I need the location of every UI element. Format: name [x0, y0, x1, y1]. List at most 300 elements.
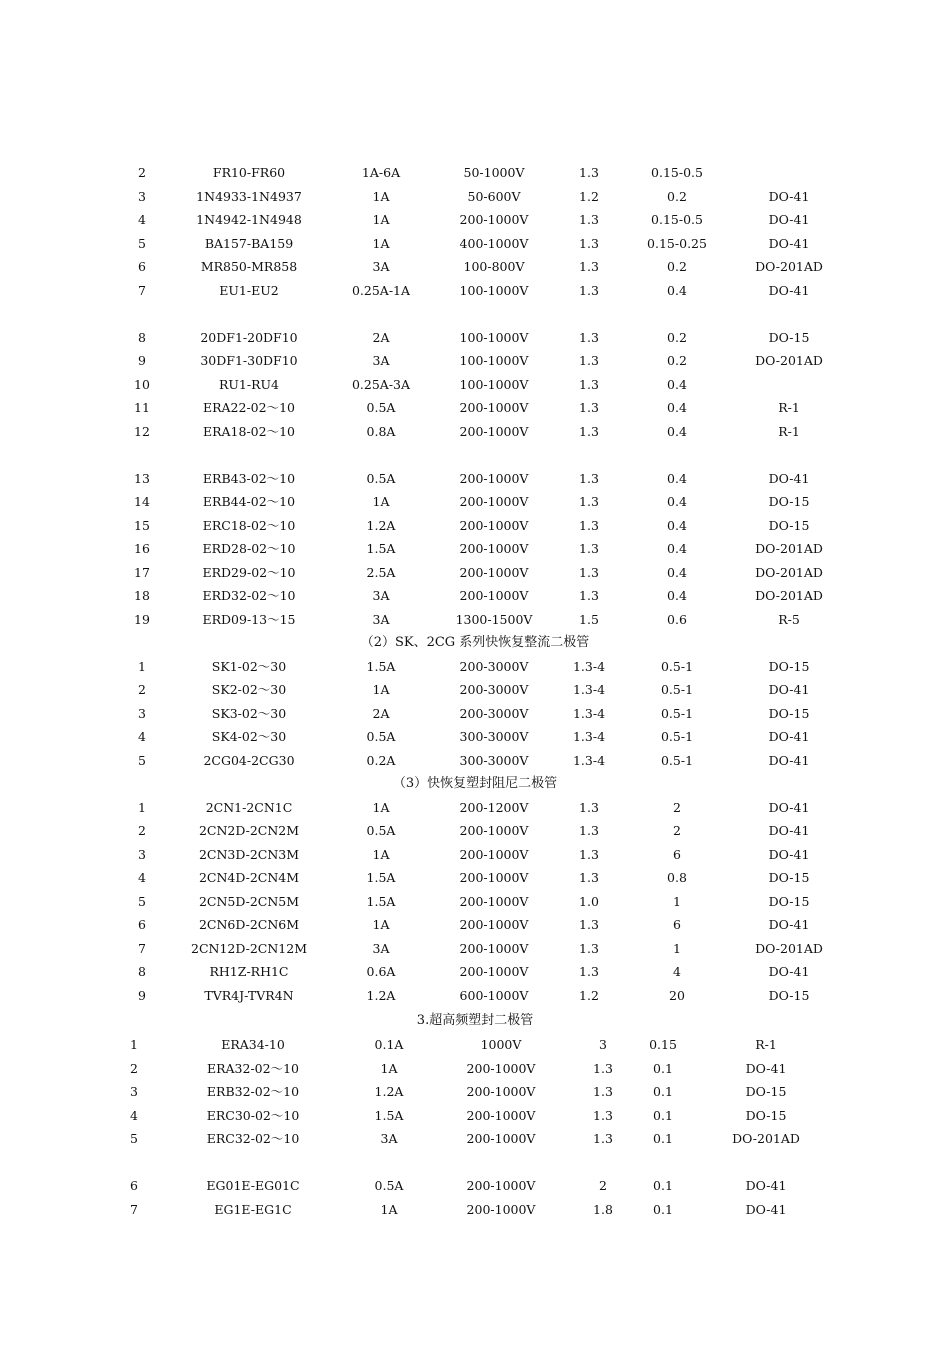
table-row	[0, 161, 950, 184]
cell-forward-voltage: 1.3	[579, 330, 599, 345]
cell-model: 20DF1-20DF10	[200, 330, 298, 345]
cell-voltage: 200-1000V	[466, 1061, 536, 1076]
cell-voltage: 200-1000V	[459, 847, 529, 862]
cell-forward-voltage: 1.3	[579, 518, 599, 533]
cell-model: ERB43-02～10	[202, 471, 296, 486]
cell-row-number: 14	[134, 494, 150, 509]
cell-model: EG1E-EG1C	[214, 1202, 292, 1217]
cell-current: 0.5A	[374, 1178, 404, 1193]
cell-current: 0.1A	[374, 1037, 404, 1052]
cell-recovery-time: 1	[673, 894, 681, 909]
cell-row-number: 11	[134, 400, 150, 415]
cell-model: ERD09-13～15	[202, 612, 296, 627]
table-row	[0, 185, 950, 208]
cell-recovery-time: 0.5-1	[660, 753, 694, 768]
table-row	[0, 702, 950, 725]
table-row	[0, 373, 950, 396]
cell-model: 2CG04-2CG30	[203, 753, 295, 768]
cell-recovery-time: 0.4	[667, 400, 687, 415]
cell-recovery-time: 0.1	[653, 1202, 673, 1217]
cell-recovery-time: 0.6	[667, 612, 687, 627]
cell-voltage: 200-1000V	[459, 870, 529, 885]
cell-voltage: 100-1000V	[459, 330, 529, 345]
cell-model: ERA34-10	[221, 1037, 285, 1052]
cell-row-number: 1	[138, 659, 146, 674]
cell-forward-voltage: 1.3	[579, 847, 599, 862]
cell-package: DO-201AD	[755, 541, 823, 556]
cell-package: R-1	[778, 400, 800, 415]
cell-model: 2CN4D-2CN4M	[198, 870, 300, 885]
cell-voltage: 200-3000V	[459, 659, 529, 674]
cell-model: SK1-02～30	[211, 659, 287, 674]
cell-model: 1N4933-1N4937	[196, 189, 302, 204]
cell-row-number: 9	[138, 353, 146, 368]
cell-forward-voltage: 1.8	[593, 1202, 613, 1217]
cell-forward-voltage: 1.3	[579, 471, 599, 486]
cell-model: ERC30-02～10	[206, 1108, 300, 1123]
cell-voltage: 300-3000V	[459, 753, 529, 768]
cell-row-number: 7	[130, 1202, 138, 1217]
cell-current: 3A	[380, 1131, 398, 1146]
cell-model: FR10-FR60	[212, 165, 286, 180]
cell-voltage: 200-1000V	[459, 494, 529, 509]
cell-forward-voltage: 1.3-4	[572, 659, 606, 674]
cell-forward-voltage: 1.3-4	[572, 729, 606, 744]
cell-package: DO-15	[768, 659, 810, 674]
cell-recovery-time: 0.4	[667, 471, 687, 486]
cell-voltage: 100-800V	[463, 259, 525, 274]
cell-package: DO-201AD	[755, 565, 823, 580]
cell-current: 3A	[372, 259, 390, 274]
cell-model: EG01E-EG01C	[206, 1178, 300, 1193]
cell-current: 1.2A	[366, 518, 396, 533]
table-row	[0, 584, 950, 607]
cell-model: 2CN6D-2CN6M	[198, 917, 300, 932]
cell-current: 1A	[372, 682, 390, 697]
cell-model: BA157-BA159	[204, 236, 294, 251]
cell-current: 1A	[372, 494, 390, 509]
cell-model: MR850-MR858	[200, 259, 298, 274]
cell-package: DO-15	[768, 518, 810, 533]
cell-recovery-time: 0.4	[667, 283, 687, 298]
cell-package: DO-201AD	[732, 1131, 800, 1146]
cell-current: 1A	[372, 236, 390, 251]
cell-forward-voltage: 1.3	[579, 494, 599, 509]
cell-package: DO-41	[768, 471, 810, 486]
cell-row-number: 8	[138, 964, 146, 979]
cell-voltage: 100-1000V	[459, 377, 529, 392]
table-row	[0, 1127, 950, 1150]
cell-voltage: 100-1000V	[459, 353, 529, 368]
cell-package: DO-41	[768, 800, 810, 815]
cell-forward-voltage: 1.2	[579, 988, 599, 1003]
cell-current: 2A	[372, 330, 390, 345]
cell-row-number: 13	[134, 471, 150, 486]
cell-row-number: 10	[134, 377, 150, 392]
cell-forward-voltage: 1.3	[579, 941, 599, 956]
cell-recovery-time: 0.15-0.25	[647, 236, 707, 251]
cell-model: ERB32-02～10	[206, 1084, 300, 1099]
cell-voltage: 200-1000V	[466, 1202, 536, 1217]
cell-current: 3A	[372, 612, 390, 627]
table-row	[0, 1198, 950, 1221]
cell-voltage: 200-1000V	[459, 541, 529, 556]
cell-package: DO-41	[768, 283, 810, 298]
cell-recovery-time: 1	[673, 941, 681, 956]
cell-model: ERA18-02～10	[202, 424, 296, 439]
cell-row-number: 19	[134, 612, 150, 627]
cell-model: ERC32-02～10	[206, 1131, 300, 1146]
cell-model: ERA32-02～10	[206, 1061, 300, 1076]
cell-row-number: 2	[138, 682, 146, 697]
cell-current: 0.25A-1A	[351, 283, 411, 298]
table-row	[0, 232, 950, 255]
cell-package: DO-15	[768, 494, 810, 509]
cell-model: 2CN12D-2CN12M	[191, 941, 307, 956]
cell-voltage: 300-3000V	[459, 729, 529, 744]
cell-current: 1.2A	[374, 1084, 404, 1099]
table-row	[0, 937, 950, 960]
cell-row-number: 12	[134, 424, 150, 439]
cell-forward-voltage: 1.3	[593, 1131, 613, 1146]
cell-row-number: 6	[130, 1178, 138, 1193]
cell-recovery-time: 0.15	[649, 1037, 677, 1052]
cell-row-number: 4	[138, 729, 146, 744]
cell-current: 3A	[372, 941, 390, 956]
table-row	[0, 255, 950, 278]
cell-package: DO-41	[768, 964, 810, 979]
cell-voltage: 200-1000V	[459, 917, 529, 932]
cell-forward-voltage: 1.3-4	[572, 753, 606, 768]
cell-forward-voltage: 1.3	[579, 165, 599, 180]
cell-forward-voltage: 2	[599, 1178, 607, 1193]
cell-package: DO-41	[745, 1202, 787, 1217]
cell-current: 3A	[372, 588, 390, 603]
cell-row-number: 1	[138, 800, 146, 815]
cell-current: 0.5A	[366, 729, 396, 744]
cell-row-number: 5	[138, 236, 146, 251]
cell-package: DO-41	[745, 1178, 787, 1193]
cell-model: ERB44-02～10	[202, 494, 296, 509]
cell-row-number: 7	[138, 283, 146, 298]
cell-model: ERD32-02～10	[202, 588, 296, 603]
cell-voltage: 400-1000V	[459, 236, 529, 251]
cell-forward-voltage: 1.3	[579, 212, 599, 227]
cell-forward-voltage: 1.3	[579, 541, 599, 556]
cell-forward-voltage: 1.3	[579, 565, 599, 580]
cell-recovery-time: 0.4	[667, 377, 687, 392]
cell-row-number: 4	[130, 1108, 138, 1123]
cell-row-number: 3	[138, 706, 146, 721]
cell-row-number: 4	[138, 212, 146, 227]
cell-forward-voltage: 1.3	[579, 283, 599, 298]
cell-forward-voltage: 1.3	[579, 917, 599, 932]
cell-recovery-time: 0.15-0.5	[651, 165, 703, 180]
cell-voltage: 200-1000V	[466, 1178, 536, 1193]
cell-package: DO-41	[768, 847, 810, 862]
cell-package: R-1	[755, 1037, 777, 1052]
table-row	[0, 326, 950, 349]
cell-recovery-time: 0.2	[667, 259, 687, 274]
cell-voltage: 200-1000V	[459, 894, 529, 909]
cell-recovery-time: 0.1	[653, 1178, 673, 1193]
cell-recovery-time: 6	[673, 847, 681, 862]
cell-package: R-5	[778, 612, 800, 627]
cell-forward-voltage: 1.3	[579, 964, 599, 979]
cell-voltage: 1000V	[480, 1037, 522, 1052]
table-row	[0, 819, 950, 842]
cell-current: 1A	[372, 212, 390, 227]
cell-forward-voltage: 1.3-4	[572, 706, 606, 721]
cell-row-number: 16	[134, 541, 150, 556]
cell-package: DO-201AD	[755, 941, 823, 956]
cell-forward-voltage: 1.3	[579, 400, 599, 415]
cell-current: 0.5A	[366, 400, 396, 415]
cell-voltage: 200-1000V	[459, 588, 529, 603]
cell-current: 1A	[380, 1061, 398, 1076]
table-row	[0, 467, 950, 490]
cell-recovery-time: 0.4	[667, 494, 687, 509]
cell-recovery-time: 0.4	[667, 565, 687, 580]
cell-forward-voltage: 1.3	[579, 424, 599, 439]
cell-model: 2CN1-2CN1C	[205, 800, 293, 815]
cell-current: 1.5A	[366, 870, 396, 885]
cell-voltage: 200-1000V	[466, 1084, 536, 1099]
cell-row-number: 3	[130, 1084, 138, 1099]
cell-row-number: 7	[138, 941, 146, 956]
cell-voltage: 50-1000V	[463, 165, 525, 180]
cell-recovery-time: 0.1	[653, 1108, 673, 1123]
cell-forward-voltage: 1.3	[593, 1084, 613, 1099]
section-heading-damper-diodes: （3）快恢复塑封阻尼二极管	[392, 776, 558, 791]
table-row	[0, 890, 950, 913]
cell-row-number: 6	[138, 917, 146, 932]
table-row	[0, 1033, 950, 1056]
cell-row-number: 18	[134, 588, 150, 603]
cell-recovery-time: 0.15-0.5	[651, 212, 703, 227]
table-row	[0, 608, 950, 631]
cell-current: 1.5A	[366, 541, 396, 556]
cell-row-number: 3	[138, 189, 146, 204]
table-row	[0, 984, 950, 1007]
cell-voltage: 200-1000V	[466, 1131, 536, 1146]
cell-model: RH1Z-RH1C	[209, 964, 289, 979]
cell-package: DO-201AD	[755, 259, 823, 274]
cell-forward-voltage: 1.3	[579, 800, 599, 815]
cell-model: ERC18-02～10	[202, 518, 296, 533]
cell-package: DO-15	[745, 1108, 787, 1123]
table-row	[0, 866, 950, 889]
cell-voltage: 200-1000V	[459, 471, 529, 486]
cell-current: 0.5A	[366, 823, 396, 838]
cell-model: SK3-02～30	[211, 706, 287, 721]
cell-current: 0.6A	[366, 964, 396, 979]
table-row	[0, 678, 950, 701]
cell-package: DO-15	[745, 1084, 787, 1099]
cell-voltage: 200-1200V	[459, 800, 529, 815]
cell-voltage: 50-600V	[467, 189, 521, 204]
table-row	[0, 1057, 950, 1080]
table-row	[0, 349, 950, 372]
cell-recovery-time: 4	[673, 964, 681, 979]
cell-package: DO-41	[745, 1061, 787, 1076]
cell-row-number: 8	[138, 330, 146, 345]
cell-recovery-time: 0.1	[653, 1084, 673, 1099]
cell-voltage: 200-3000V	[459, 682, 529, 697]
cell-recovery-time: 0.4	[667, 588, 687, 603]
cell-voltage: 200-1000V	[459, 518, 529, 533]
cell-recovery-time: 0.5-1	[660, 659, 694, 674]
cell-row-number: 2	[138, 823, 146, 838]
cell-recovery-time: 0.8	[667, 870, 687, 885]
table-row	[0, 420, 950, 443]
table-row	[0, 1080, 950, 1103]
cell-recovery-time: 0.1	[653, 1131, 673, 1146]
cell-recovery-time: 0.5-1	[660, 706, 694, 721]
table-row	[0, 913, 950, 936]
cell-current: 0.25A-3A	[351, 377, 411, 392]
cell-recovery-time: 0.2	[667, 189, 687, 204]
cell-voltage: 200-1000V	[459, 823, 529, 838]
cell-forward-voltage: 1.3	[579, 823, 599, 838]
table-row	[0, 537, 950, 560]
cell-model: 1N4942-1N4948	[196, 212, 302, 227]
cell-row-number: 3	[138, 847, 146, 862]
cell-package: DO-15	[768, 988, 810, 1003]
section-heading-sk-2cg: （2）SK、2CG 系列快恢复整流二极管	[360, 635, 590, 650]
cell-row-number: 6	[138, 259, 146, 274]
cell-forward-voltage: 1.3	[593, 1061, 613, 1076]
cell-forward-voltage: 1.3	[593, 1108, 613, 1123]
cell-recovery-time: 0.1	[653, 1061, 673, 1076]
cell-package: R-1	[778, 424, 800, 439]
cell-recovery-time: 6	[673, 917, 681, 932]
cell-model: SK2-02～30	[211, 682, 287, 697]
cell-voltage: 200-1000V	[459, 964, 529, 979]
cell-forward-voltage: 1.0	[579, 894, 599, 909]
cell-package: DO-15	[768, 870, 810, 885]
cell-voltage: 100-1000V	[459, 283, 529, 298]
table-row	[0, 396, 950, 419]
cell-forward-voltage: 1.3	[579, 870, 599, 885]
cell-recovery-time: 0.4	[667, 518, 687, 533]
cell-voltage: 200-1000V	[466, 1108, 536, 1123]
cell-voltage: 200-1000V	[459, 400, 529, 415]
cell-current: 1A	[372, 800, 390, 815]
cell-recovery-time: 0.4	[667, 541, 687, 556]
cell-package: DO-41	[768, 917, 810, 932]
table-row	[0, 655, 950, 678]
cell-current: 1A	[372, 189, 390, 204]
cell-row-number: 5	[130, 1131, 138, 1146]
cell-row-number: 5	[138, 894, 146, 909]
cell-recovery-time: 0.5-1	[660, 729, 694, 744]
cell-row-number: 5	[138, 753, 146, 768]
cell-row-number: 15	[134, 518, 150, 533]
cell-row-number: 4	[138, 870, 146, 885]
cell-model: 2CN3D-2CN3M	[198, 847, 300, 862]
cell-voltage: 1300-1500V	[455, 612, 533, 627]
cell-recovery-time: 2	[673, 823, 681, 838]
cell-row-number: 9	[138, 988, 146, 1003]
cell-voltage: 200-1000V	[459, 941, 529, 956]
cell-package: DO-41	[768, 189, 810, 204]
cell-current: 1.5A	[374, 1108, 404, 1123]
cell-model: 2CN5D-2CN5M	[198, 894, 300, 909]
cell-package: DO-41	[768, 753, 810, 768]
cell-row-number: 2	[130, 1061, 138, 1076]
cell-recovery-time: 2	[673, 800, 681, 815]
cell-package: DO-201AD	[755, 353, 823, 368]
table-row	[0, 725, 950, 748]
cell-forward-voltage: 1.3	[579, 259, 599, 274]
cell-forward-voltage: 1.3	[579, 377, 599, 392]
table-row	[0, 796, 950, 819]
cell-package: DO-41	[768, 212, 810, 227]
cell-current: 2.5A	[366, 565, 396, 580]
cell-model: ERD28-02～10	[202, 541, 296, 556]
cell-current: 0.5A	[366, 471, 396, 486]
cell-current: 3A	[372, 353, 390, 368]
cell-current: 1A	[372, 917, 390, 932]
cell-package: DO-41	[768, 682, 810, 697]
cell-voltage: 200-1000V	[459, 565, 529, 580]
table-row	[0, 208, 950, 231]
cell-forward-voltage: 1.3	[579, 588, 599, 603]
table-row	[0, 514, 950, 537]
cell-current: 1.5A	[366, 894, 396, 909]
section-heading-uhf-diodes: 3.超高频塑封二极管	[416, 1013, 534, 1028]
cell-current: 1.2A	[366, 988, 396, 1003]
cell-recovery-time: 0.2	[667, 353, 687, 368]
cell-model: 30DF1-30DF10	[200, 353, 298, 368]
cell-forward-voltage: 3	[599, 1037, 607, 1052]
cell-current: 1A	[372, 847, 390, 862]
cell-model: EU1-EU2	[219, 283, 279, 298]
cell-forward-voltage: 1.3	[579, 236, 599, 251]
cell-package: DO-15	[768, 330, 810, 345]
cell-recovery-time: 0.2	[667, 330, 687, 345]
cell-recovery-time: 0.4	[667, 424, 687, 439]
cell-package: DO-201AD	[755, 588, 823, 603]
cell-forward-voltage: 1.3-4	[572, 682, 606, 697]
cell-recovery-time: 20	[669, 988, 685, 1003]
cell-model: SK4-02～30	[211, 729, 287, 744]
cell-row-number: 1	[130, 1037, 138, 1052]
cell-package: DO-41	[768, 236, 810, 251]
cell-recovery-time: 0.5-1	[660, 682, 694, 697]
table-row	[0, 749, 950, 772]
cell-voltage: 200-1000V	[459, 424, 529, 439]
cell-package: DO-15	[768, 706, 810, 721]
cell-current: 0.2A	[366, 753, 396, 768]
table-row	[0, 279, 950, 302]
table-row	[0, 960, 950, 983]
cell-voltage: 600-1000V	[459, 988, 529, 1003]
cell-forward-voltage: 1.5	[579, 612, 599, 627]
cell-forward-voltage: 1.2	[579, 189, 599, 204]
cell-current: 1A-6A	[361, 165, 401, 180]
cell-package: DO-15	[768, 894, 810, 909]
cell-forward-voltage: 1.3	[579, 353, 599, 368]
table-row	[0, 561, 950, 584]
cell-row-number: 2	[138, 165, 146, 180]
cell-current: 0.8A	[366, 424, 396, 439]
cell-model: ERA22-02～10	[202, 400, 296, 415]
cell-current: 2A	[372, 706, 390, 721]
table-row	[0, 1104, 950, 1127]
cell-current: 1.5A	[366, 659, 396, 674]
